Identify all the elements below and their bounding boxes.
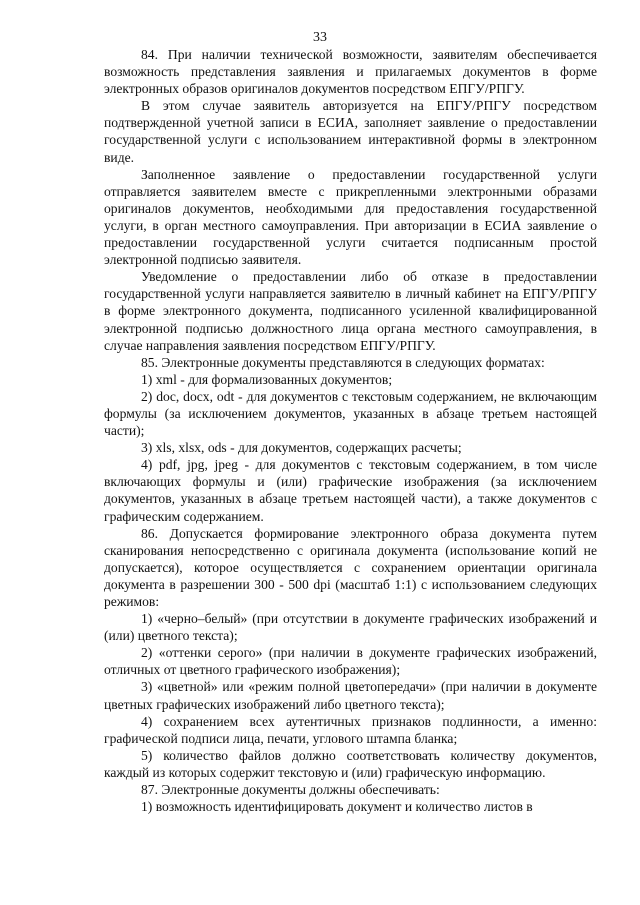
list-item-grayscale: 2) «оттенки серого» (при наличии в документе графических изображений, отличных от цветного графического изображения); <box>104 645 597 678</box>
paragraph-filled-application: Заполненное заявление о предоставлении государственной услуги отправляется заявителем вместе с прикрепленными электронными образами оригиналов документов, необходимыми для предоставления государственной услуги, в орган местного самоуправления. При авторизации в ЕСИА заявление о предоставлении государственной услуги считается подписанным простой электронной подписью заявителя. <box>104 166 597 268</box>
list-item-color: 3) «цветной» или «режим полной цветопередачи» (при наличии в документе цветных графических изображений либо цветного текста); <box>104 679 597 712</box>
paragraph-85: 85. Электронные документы представляются в следующих форматах: <box>141 354 545 370</box>
list-item-xml: 1) xml - для формализованных документов; <box>141 371 393 387</box>
paragraph-notification: Уведомление о предоставлении либо об отказе в предоставлении государственной услуги направляется заявителю в личный кабинет на ЕПГУ/РПГУ в форме электронного документа, подписанного усиленной квалифицированной электронной подписью должностного лица органа местного самоуправления, в случае направления заявления посредством ЕПГУ/РПГУ. <box>104 269 597 353</box>
list-item-xls: 3) xls, xlsx, ods - для документов, содержащих расчеты; <box>141 440 462 456</box>
paragraph-87: 87. Электронные документы должны обеспечивать: <box>141 782 440 798</box>
page-content <box>104 46 597 815</box>
list-item-pdf: 4) pdf, jpg, jpeg - для документов с текстовым содержанием, в том числе включающих формулы и (или) графические изображения (за исключением документов, указанных в абзаце третьем настоящей части), а также документов с графическим содержанием. <box>104 457 597 524</box>
list-item-file-count: 5) количество файлов должно соответствовать количеству документов, каждый из которых содержит текстовую и (или) графическую информацию. <box>104 747 597 780</box>
paragraph-86: 86. Допускается формирование электронного образа документа путем сканирования непосредственно с оригинала документа (использование копий не допускается), которое осуществляется с сохранением ориентации оригинала документа в разрешении 300 - 500 dpi (масштаб 1:1) с использованием следующих режимов: <box>104 525 597 609</box>
paragraph-84: 84. При наличии технической возможности, заявителям обеспечивается возможность представления заявления и прилагаемых документов в форме электронных образов оригиналов документов посредством ЕПГУ/РПГУ. <box>104 47 597 97</box>
paragraph-esia-authorization: В этом случае заявитель авторизуется на ЕПГУ/РПГУ посредством подтвержденной учетной записи в ЕСИА, заполняет заявление о предоставлении государственной услуги с использованием интерактивной формы в электронном виде. <box>104 98 597 165</box>
page-number: 33 <box>313 30 327 45</box>
list-item-identify: 1) возможность идентифицировать документ и количество листов в <box>141 799 533 815</box>
list-item-authenticity: 4) сохранением всех аутентичных признаков подлинности, а именно: графической подписи лица, печати, углового штампа бланка; <box>104 713 597 746</box>
list-item-black-white: 1) «черно–белый» (при отсутствии в документе графических изображений и (или) цветного текста); <box>104 611 597 644</box>
list-item-doc: 2) doc, docx, odt - для документов с текстовым содержанием, не включающим формулы (за исключением документов, указанных в абзаце третьем настоящей части); <box>104 388 597 439</box>
